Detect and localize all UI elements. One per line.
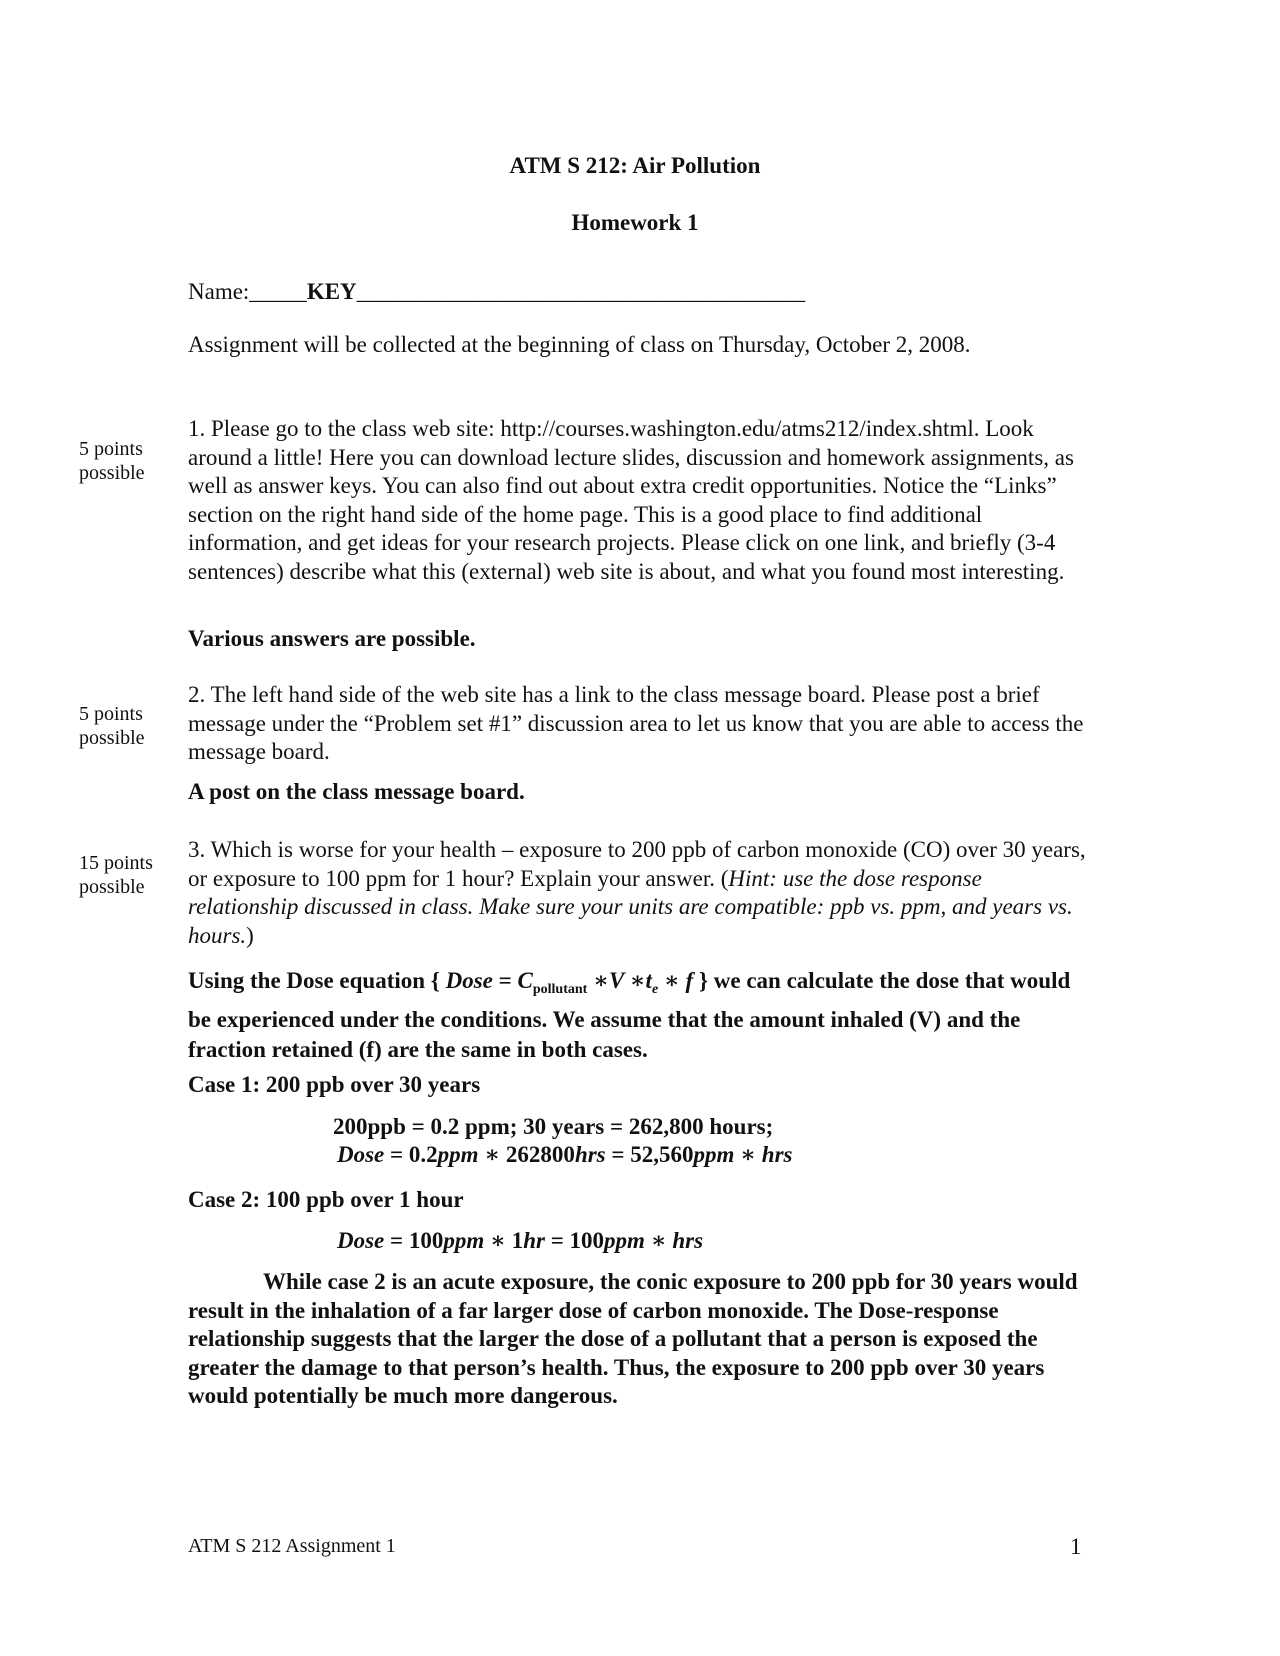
- case1-dose: Dose: [337, 1142, 385, 1167]
- case2-heading: Case 2: 100 ppb over 1 hour: [188, 1187, 464, 1212]
- eq-c: C: [517, 968, 533, 993]
- intro-start: Using the Dose equation {: [188, 968, 440, 993]
- case1-line1: 200ppb = 0.2 ppm; 30 years = 262,800 hours;: [333, 1114, 774, 1139]
- q2-points-suffix: possible: [79, 727, 145, 749]
- q1-text: 1. Please go to the class web site: http://courses.washington.edu/atms212/index.shtml. Look around a little! Here you can download lecture slides, discussion and homework assignments, as well as answer keys. You can also find out about extra credit opportunities. Notice the “Links” section on the right hand side of the home page. This is a good place to find additional information, and get ideas for your research projects. Please click on one link, and briefly (3-4 sentences) describe what this (external) web site is about, and what you found most interesting.: [188, 416, 1074, 584]
- assignment-title: Homework 1: [571, 210, 699, 235]
- case2-d: ∗: [644, 1228, 673, 1253]
- case1-hrs2: hrs: [761, 1142, 793, 1167]
- q3-text-close: ): [246, 922, 254, 948]
- q3-text: [188, 836, 1088, 950]
- footer-text: ATM S 212 Assignment 1: [188, 1535, 396, 1557]
- q3-text-hint: Hint: use the dose response relationship discussed in class. Make sure your units are compatible: ppb vs. ppm, and years vs. hours.: [188, 865, 1073, 948]
- case2-equation: [337, 1227, 703, 1256]
- case2-ppm: ppm: [443, 1228, 485, 1253]
- due-statement: Assignment will be collected at the beginning of class on Thursday, October 2, 2008.: [188, 332, 971, 357]
- case2-hrs: hrs: [672, 1228, 704, 1253]
- case1-c: = 52,560: [605, 1142, 694, 1167]
- intro-end: } we can calculate the dose that would be experienced under the conditions. We assume that the amount inhaled (V) and the fraction retained (f) are the same in both cases.: [188, 968, 1071, 1062]
- case1-d: ∗: [734, 1142, 762, 1167]
- eq-c-sub: pollutant: [532, 982, 588, 997]
- eq-dose: Dose: [445, 968, 493, 993]
- course-title: ATM S 212: Air Pollution: [509, 153, 761, 178]
- q2-text: 2. The left hand side of the web site has a link to the class message board. Please post a brief message under the “Problem set #1” discussion area to let us know that you are able to access the message board.: [188, 682, 1084, 764]
- eq-te-sub: e: [651, 982, 659, 997]
- page-number: 1: [1070, 1534, 1082, 1559]
- case1-line2: [337, 1141, 793, 1170]
- q3-points: [79, 851, 184, 899]
- case2-hr: hr: [523, 1228, 545, 1253]
- dose-equation: [445, 968, 694, 997]
- eq-times-f: ∗ f: [658, 968, 694, 993]
- q1-points: [79, 437, 184, 485]
- name-label: Name:_____: [188, 279, 307, 304]
- q3-points-suffix: possible: [79, 876, 145, 898]
- name-underline: _______________________________________: [356, 279, 806, 304]
- case1-ppm2: ppm: [693, 1142, 735, 1167]
- q1-answer: Various answers are possible.: [188, 626, 476, 651]
- case1-ppm: ppm: [437, 1142, 479, 1167]
- eq-equals: =: [492, 968, 518, 993]
- q2-answer: A post on the class message board.: [188, 779, 525, 804]
- q3-text-plain: 3. Which is worse for your health – exposure to 200 ppb of carbon monoxide (CO) over 30 years, or exposure to 100 ppm for 1 hour? Explain your answer. (: [188, 837, 1086, 891]
- case2-dose: Dose: [337, 1228, 385, 1253]
- q3-answer-intro: [188, 966, 1088, 1065]
- case1-heading: Case 1: 200 ppb over 30 years: [188, 1072, 481, 1097]
- q1-points-value: 5 points: [79, 438, 143, 460]
- case2-ppm2: ppm: [604, 1228, 645, 1253]
- q3-points-value: 15 points: [79, 852, 153, 874]
- case2-a: = 100: [384, 1228, 444, 1253]
- q1-points-suffix: possible: [79, 462, 145, 484]
- case1-hrs: hrs: [574, 1142, 606, 1167]
- name-value: KEY: [306, 279, 357, 304]
- q3-conclusion: While case 2 is an acute exposure, the conic exposure to 200 ppb for 30 years would result in the inhalation of a far larger dose of carbon monoxide. The Dose-response relationship suggests that the larger the dose of a pollutant that a person is exposed the greater the damage to that person’s health. Thus, the exposure to 200 ppb over 30 years would potentially be much more dangerous.: [188, 1269, 1078, 1408]
- eq-times-v: ∗V ∗t: [587, 968, 652, 993]
- case2-b: ∗ 1: [484, 1228, 524, 1253]
- case2-c: = 100: [544, 1228, 605, 1253]
- q2-points-value: 5 points: [79, 703, 143, 725]
- case1-b: ∗ 262800: [478, 1142, 575, 1167]
- case1-a: = 0.2: [384, 1142, 438, 1167]
- name-line: [188, 278, 1088, 307]
- q2-points: [79, 702, 184, 750]
